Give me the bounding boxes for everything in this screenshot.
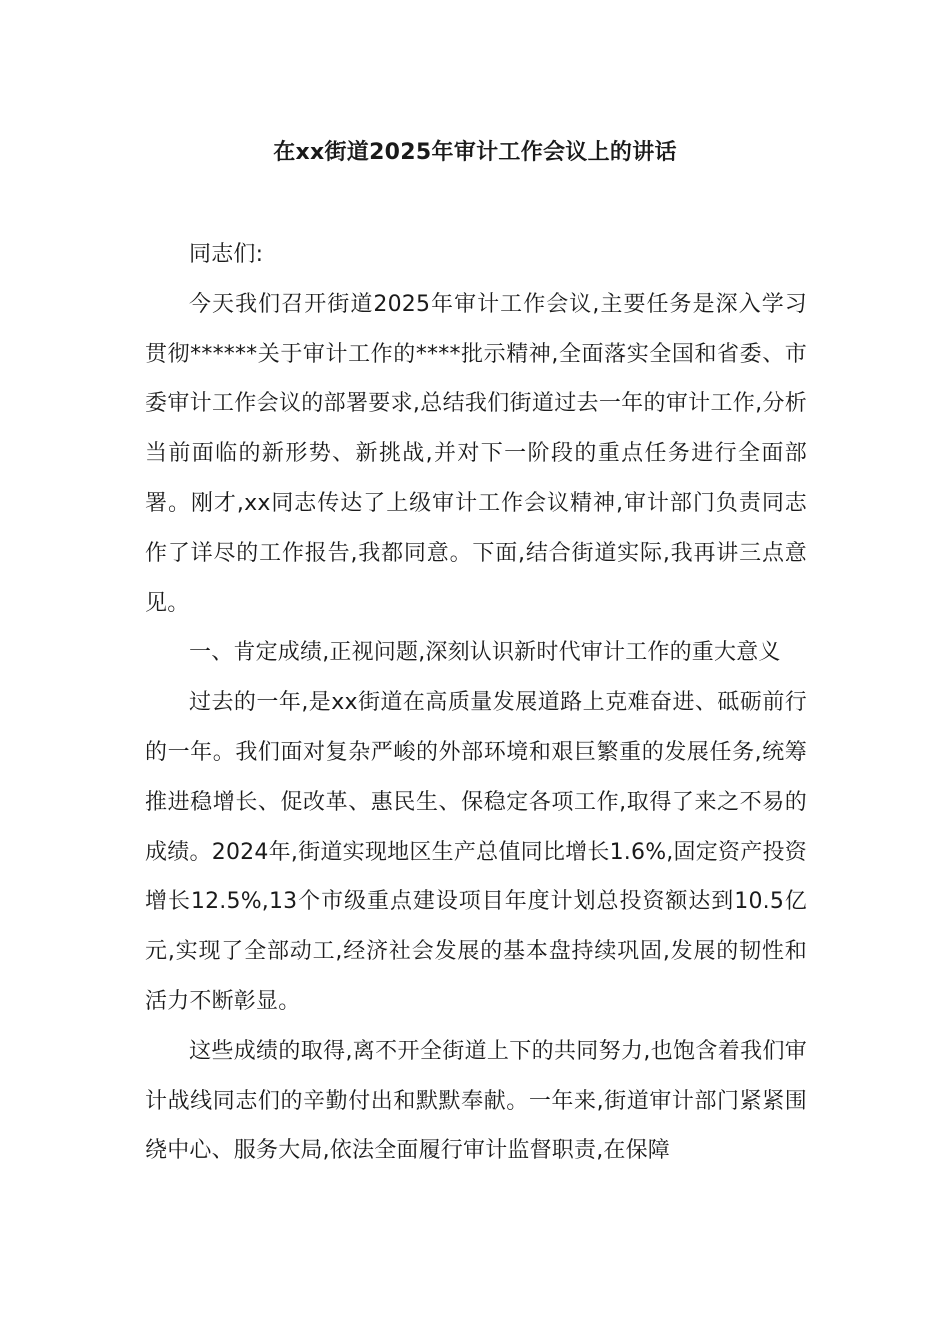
- document-body: [145, 230, 807, 1176]
- paragraph-achievements: 过去的一年,是xx街道在高质量发展道路上克难奋进、砥砺前行的一年。我们面对复杂严峻的外部环境和艰巨繁重的发展任务,统筹推进稳增长、促改革、惠民生、保稳定各项工作,取得了来之不易的成绩。2024年,街道实现地区生产总值同比增长1.6%,固定资产投资增长12.5%,13个市级重点建设项目年度计划总投资额达到10.5亿元,实现了全部动工,经济社会发展的基本盘持续巩固,发展的韧性和活力不断彰显。: [145, 690, 807, 1014]
- section-heading-1: 一、肯定成绩,正视问题,深刻认识新时代审计工作的重大意义: [189, 640, 781, 666]
- paragraph-audit-contribution: 这些成绩的取得,离不开全街道上下的共同努力,也饱含着我们审计战线同志们的辛勤付出和默默奉献。一年来,街道审计部门紧紧围绕中心、服务大局,依法全面履行审计监督职责,在保障: [145, 1038, 807, 1164]
- document-title: 在xx街道2025年审计工作会议上的讲话: [273, 140, 677, 165]
- salutation: 同志们:: [189, 242, 264, 267]
- paragraph-intro: 今天我们召开街道2025年审计工作会议,主要任务是深入学习贯彻******关于审计工作的****批示精神,全面落实全国和省委、市委审计工作会议的部署要求,总结我们街道过去一年的审计工作,分析当前面临的新形势、新挑战,并对下一阶段的重点任务进行全面部署。刚才,xx同志传达了上级审计工作会议精神,审计部门负责同志作了详尽的工作报告,我都同意。下面,结合街道实际,我再讲三点意见。: [145, 291, 807, 616]
